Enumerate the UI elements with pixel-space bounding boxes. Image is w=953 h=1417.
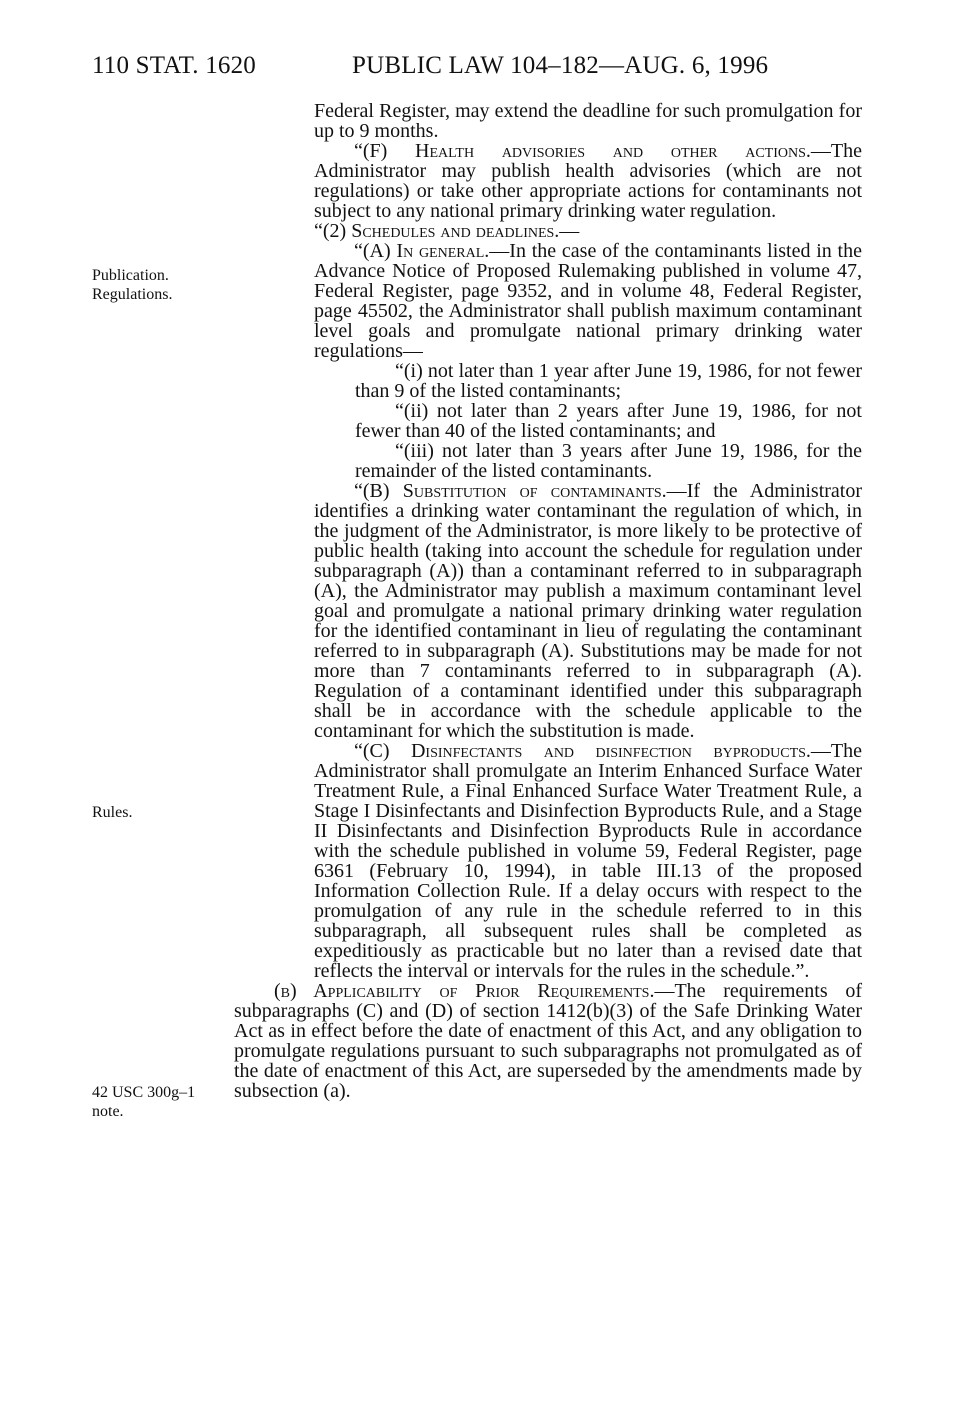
paragraph-c-text: The Administrator shall promulgate an Interim Enhanced Surface Water Treatment Rule, a Final Enhanced Surface Water Treatment Rule, a Stage I Disinfectants and Disinfection Byproducts Rule, and a Stage II Disinfectants and Disinfection Byproducts Rule in accordance with the schedule published in volume 59, Federal Register, page 6361 (February 10, 1994), in table III.13 of the proposed Information Collection Rule. If a delay occurs with respect to the promulgation of any rule in the schedule referred to in this subparagraph, all subsequent rules shall be completed as expeditiously as practicable but no later than a revised date that reflects the interval or intervals for the rules in the schedule.”. xyxy=(314,740,862,982)
page-stat-number: 110 STAT. 1620 xyxy=(92,52,256,79)
heading-2: “(2) Schedules and deadlines.— xyxy=(314,220,580,242)
paragraph-f-health-advisories xyxy=(234,141,862,221)
subsection-b-text: The requirements of subparagraphs (C) and (D) of section 1412(b)(3) of the Safe Drinking Water Act as in effect before the date of enactment of this Act, and any obligation to promulgate regulations pursuant to such subparagraphs not promulgated as of the date of enactment of this Act, are superseded by the amendments made by subsection (a). xyxy=(234,980,862,1102)
paragraph-a-text: In the case of the contaminants listed in the Advance Notice of Proposed Rulemaking published in volume 47, Federal Register, page 9352, and in volume 48, Federal Register, page 45502, the Administrator shall publish maximum contaminant level goals and promulgate national primary drinking water regulations— xyxy=(314,240,862,362)
paragraph-a-in-general xyxy=(234,241,862,361)
clause-ii: “(ii) not later than 2 years after June 19, 1986, for not fewer than 40 of the listed contaminants; and xyxy=(355,400,862,442)
margin-note-rules xyxy=(92,803,132,822)
margin-note-publication xyxy=(92,266,172,304)
paragraph-b-substitution xyxy=(234,481,862,741)
subsection-b-applicability xyxy=(234,981,862,1101)
heading-b: “(B) Substitution of contaminants.— xyxy=(354,480,687,502)
heading-c: “(C) Disinfectants and disinfection byproducts.— xyxy=(354,740,831,762)
clause-i: “(i) not later than 1 year after June 19, 1986, for not fewer than 9 of the listed contaminants; xyxy=(355,360,862,402)
clause-iii: “(iii) not later than 3 years after June 19, 1986, for the remainder of the listed contaminants. xyxy=(355,440,862,482)
page-title: PUBLIC LAW 104–182—AUG. 6, 1996 xyxy=(352,52,769,79)
paragraph-f-text: The Administrator may publish health advisories (which are not regulations) or take other appropriate actions for contaminants not subject to any national primary drinking water regulation. xyxy=(314,140,862,222)
paragraph-continuation: Federal Register, may extend the deadline for such promulgation for up to 9 months. xyxy=(314,100,862,142)
margin-note-usc-line2: note. xyxy=(92,1103,124,1120)
heading-subsection-b: (b) Applicability of Prior Requirements.— xyxy=(274,980,675,1002)
margin-note-regulations-text: Regulations. xyxy=(92,286,173,303)
margin-note-usc-line1: 42 USC 300g–1 xyxy=(92,1084,196,1101)
paragraph-b-text: If the Administrator identifies a drinking water contaminant the regulation of which, in the judgment of the Administrator, is more likely to be protective of public health (taking into account the schedule for regulation under subparagraph (A)) than a contaminant referred to in subparagraph (A), the Administrator may publish a maximum contaminant level goal and promulgate a national primary drinking water regulation for the identified contaminant in lieu of regulating the contaminant referred to in subparagraph (A). Substitutions may be made for not more than 7 contaminants referred to in subparagraph (A). Regulation of a contaminant identified under this subparagraph shall be in accordance with the schedule applicable to the contaminant for which the substitution is made. xyxy=(314,480,863,742)
heading-a: “(A) In general.— xyxy=(354,240,510,262)
paragraph-2-schedules xyxy=(234,221,862,241)
margin-note-rules-text: Rules. xyxy=(92,804,133,821)
paragraph-c-disinfectants xyxy=(234,741,862,981)
heading-f: “(F) Health advisories and other actions.— xyxy=(354,140,831,162)
margin-note-publication-text: Publication. xyxy=(92,267,169,284)
margin-note-usc xyxy=(92,1083,195,1121)
document-body xyxy=(234,101,862,1101)
